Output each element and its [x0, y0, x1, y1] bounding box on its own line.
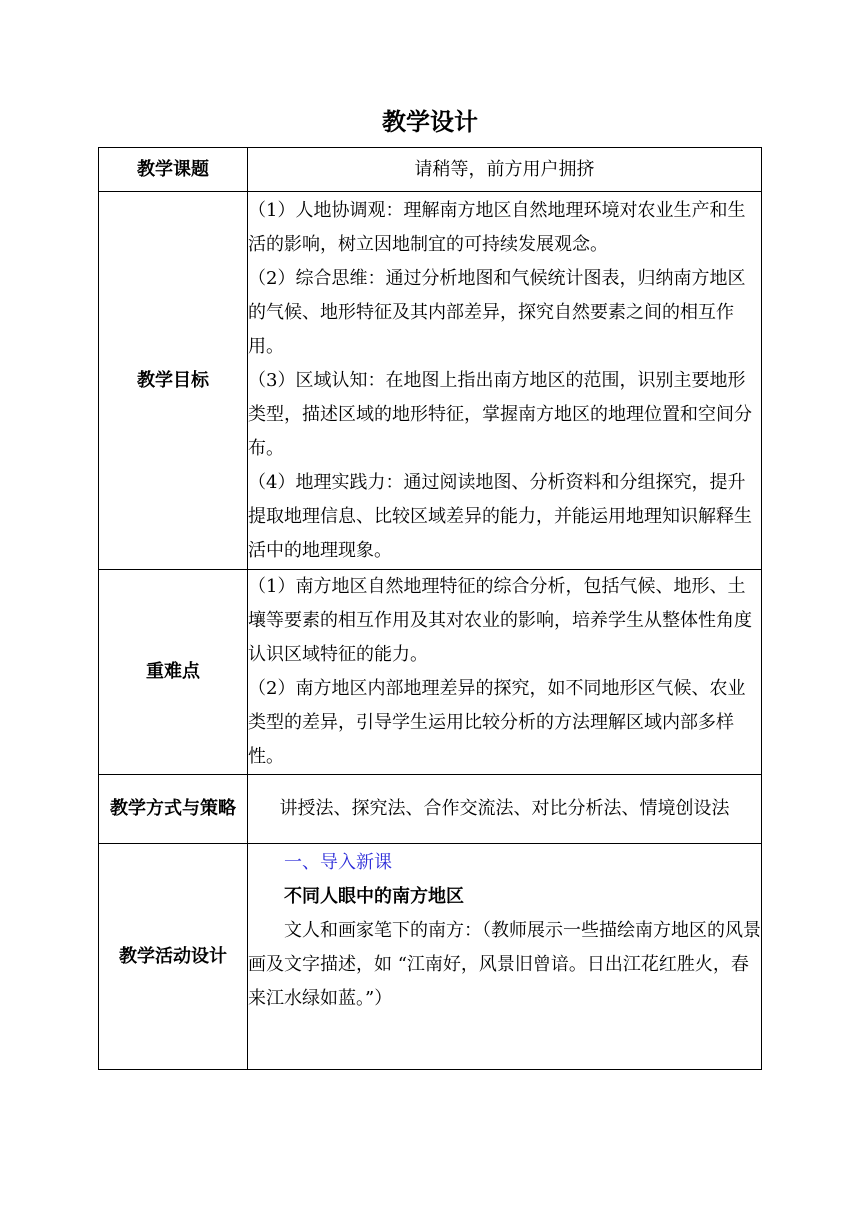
activity-subheading: 不同人眼中的南方地区 — [284, 886, 464, 907]
difficulties-content — [248, 570, 762, 775]
activities-label: 教学活动设计 — [99, 844, 248, 1070]
difficulty-item: （2）南方地区内部地理差异的探究，如不同地形区气候、农业类型的差异，引导学生运用比较分析的方法理解区域内部多样性。 — [248, 678, 746, 767]
table-row-methods — [99, 775, 762, 844]
table-row-difficulties — [99, 570, 762, 775]
goal-item: （2）综合思维：通过分析地图和气候统计图表，归纳南方地区的气候、地形特征及其内部差异，探究自然要素之间的相互作用。 — [248, 267, 746, 357]
methods-label: 教学方式与策略 — [99, 775, 248, 844]
difficulty-item: （1）南方地区自然地理特征的综合分析，包括气候、地形、土壤等要素的相互作用及其对农业的影响，培养学生从整体性角度认识区域特征的能力。 — [248, 576, 752, 665]
activities-content — [248, 844, 762, 1070]
lesson-plan-table — [98, 147, 762, 1070]
goals-label: 教学目标 — [99, 192, 248, 570]
goal-item: （1）人地协调观：理解南方地区自然地理环境对农业生产和生活的影响，树立因地制宜的可持续发展观念。 — [248, 199, 746, 255]
table-row-topic — [99, 148, 762, 192]
table-row-goals — [99, 192, 762, 570]
goal-item: （4）地理实践力：通过阅读地图、分析资料和分组探究，提升提取地理信息、比较区域差异的能力，并能运用地理知识解释生活中的地理现象。 — [248, 471, 752, 561]
topic-label: 教学课题 — [99, 148, 248, 192]
section-heading: 一、导入新课 — [284, 852, 392, 873]
methods-value: 讲授法、探究法、合作交流法、对比分析法、情境创设法 — [248, 775, 762, 844]
goals-content — [248, 192, 762, 570]
table-row-activities — [99, 844, 762, 1070]
goal-item: （3）区域认知：在地图上指出南方地区的范围，识别主要地形类型，描述区域的地形特征，掌握南方地区的地理位置和空间分布。 — [248, 369, 752, 459]
topic-value: 请稍等，前方用户拥挤 — [248, 148, 762, 192]
document-title: 教学设计 — [382, 108, 478, 136]
activity-body: 文人和画家笔下的南方：（教师展示一些描绘南方地区的风景画及文字描述，如 “江南好，风景旧曾谙。日出江花红胜火，春来江水绿如蓝。”） — [248, 920, 761, 1009]
difficulties-label: 重难点 — [99, 570, 248, 775]
